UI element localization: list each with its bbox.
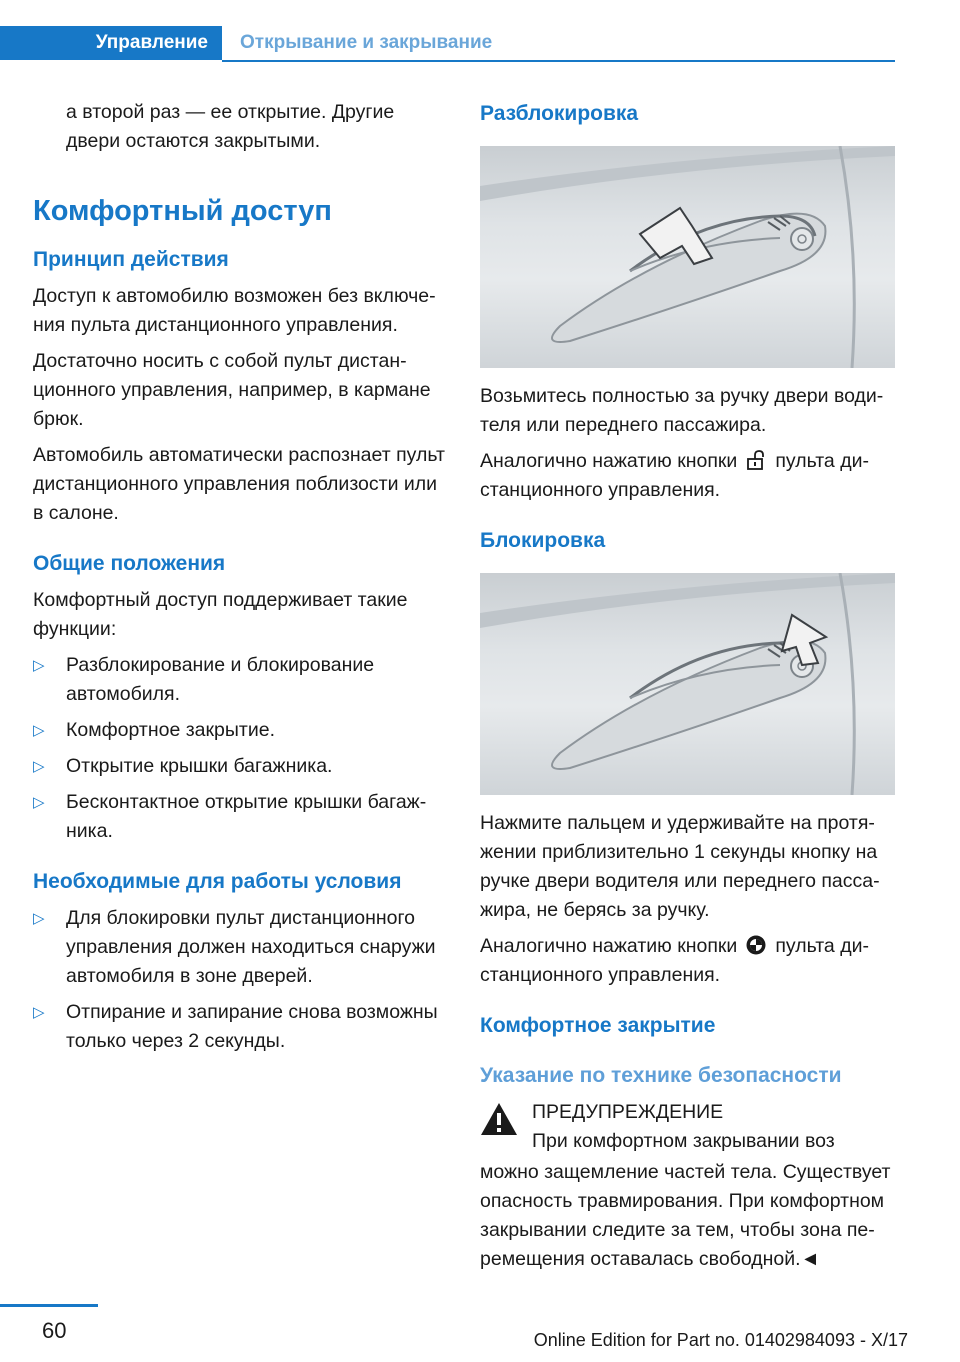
page-number: 60 bbox=[42, 1318, 67, 1343]
bullet-icon: ▷ bbox=[33, 794, 45, 811]
general-heading: Общие положения bbox=[33, 552, 226, 575]
door-handle-lock-image bbox=[480, 573, 895, 795]
warning-text: можно защемление частей тела. Существует опасность травмирования. При комфортном закрывании следите за тем, чтобы зона перемещения оставалась свободной.◄ bbox=[480, 1161, 891, 1270]
lock-text-a: Аналогично нажатию кнопки bbox=[480, 935, 738, 957]
conditions-heading: Необходимые для работы условия bbox=[33, 870, 402, 893]
bullet-icon: ▷ bbox=[33, 722, 45, 739]
unlock-paragraph-2 bbox=[480, 447, 895, 505]
unlock-heading: Разблокировка bbox=[480, 102, 639, 125]
list-item-text: Для блокировки пульт дистанционного управления должен находиться снаружи автомобиля в зоне дверей. bbox=[66, 907, 436, 987]
lock-text-b: пульта дистанционного управления. bbox=[480, 935, 869, 986]
list-item bbox=[33, 904, 448, 991]
bullet-icon: ▷ bbox=[33, 910, 45, 927]
unlock-padlock-icon bbox=[745, 449, 767, 471]
unlock-text-b: пульта дистанционного управления. bbox=[480, 450, 869, 501]
lock-paragraph-2 bbox=[480, 932, 895, 990]
functions-list bbox=[33, 651, 448, 846]
warning-block bbox=[480, 1098, 895, 1158]
bullet-icon: ▷ bbox=[33, 758, 45, 775]
list-item-text: Разблокирование и блокирование автомобиля. bbox=[66, 654, 375, 705]
principle-paragraph-3: Автомобиль автоматически распознает пульт дистанционного управления поблизости или в салоне. bbox=[33, 444, 445, 524]
header-divider bbox=[222, 60, 895, 62]
bmw-logo-icon bbox=[745, 934, 767, 956]
warning-title: ПРЕДУПРЕЖДЕНИЕ bbox=[532, 1101, 724, 1123]
warning-triangle-icon bbox=[480, 1102, 518, 1136]
list-item bbox=[33, 716, 448, 745]
bullet-icon: ▷ bbox=[33, 1004, 45, 1021]
unlock-text-a: Аналогично нажатию кнопки bbox=[480, 450, 738, 472]
lock-paragraph-1: Нажмите пальцем и удерживайте на протяжении приблизительно 1 секунды кнопку на ручке двери водителя или переднего пассажира, не берясь за ручку. bbox=[480, 812, 880, 921]
comfort-close-heading: Комфортное закрытие bbox=[480, 1014, 716, 1037]
conditions-list bbox=[33, 904, 448, 1056]
left-column bbox=[33, 98, 448, 1063]
door-handle-unlock-image bbox=[480, 146, 895, 368]
warning-first-line: При комфортном закрывании воз bbox=[532, 1130, 835, 1152]
page-header bbox=[0, 26, 895, 62]
principle-paragraph-1: Доступ к автомобилю возможен без включения пульта дистанционного управления. bbox=[33, 285, 436, 336]
principle-heading: Принцип действия bbox=[33, 248, 229, 271]
list-item-text: Отпирание и запирание снова возможны только через 2 секунды. bbox=[66, 1001, 438, 1052]
list-item bbox=[33, 752, 448, 781]
footer-divider bbox=[0, 1304, 98, 1307]
list-item-text: Комфортное закрытие. bbox=[66, 719, 275, 741]
safety-heading: Указание по технике безопасности bbox=[480, 1064, 842, 1087]
chapter-tab[interactable]: Управление bbox=[0, 26, 222, 60]
list-item bbox=[33, 998, 448, 1056]
list-item bbox=[33, 788, 448, 846]
right-column bbox=[480, 98, 895, 1281]
unlock-paragraph-1: Возьмитесь полностью за ручку двери водителя или переднего пассажира. bbox=[480, 385, 884, 436]
principle-paragraph-2: Достаточно носить с собой пульт дистанционного управления, например, в кармане брюк. bbox=[33, 350, 431, 430]
section-tab[interactable]: Открывание и закрывание bbox=[240, 32, 493, 53]
list-item bbox=[33, 651, 448, 709]
intro-paragraph: а второй раз — ее открытие. Другие двери остаются закрытыми. bbox=[66, 101, 395, 152]
list-item-text: Открытие крышки багажника. bbox=[66, 755, 333, 777]
list-item-text: Бесконтактное открытие крышки багажника. bbox=[66, 791, 427, 842]
lock-heading: Блокировка bbox=[480, 529, 606, 552]
bullet-icon: ▷ bbox=[33, 657, 45, 674]
comfort-access-title: Комфортный доступ bbox=[33, 195, 332, 227]
edition-info: Online Edition for Part no. 01402984093 - X/17 bbox=[533, 1330, 908, 1350]
general-paragraph: Комфортный доступ поддерживает такие функции: bbox=[33, 589, 408, 640]
